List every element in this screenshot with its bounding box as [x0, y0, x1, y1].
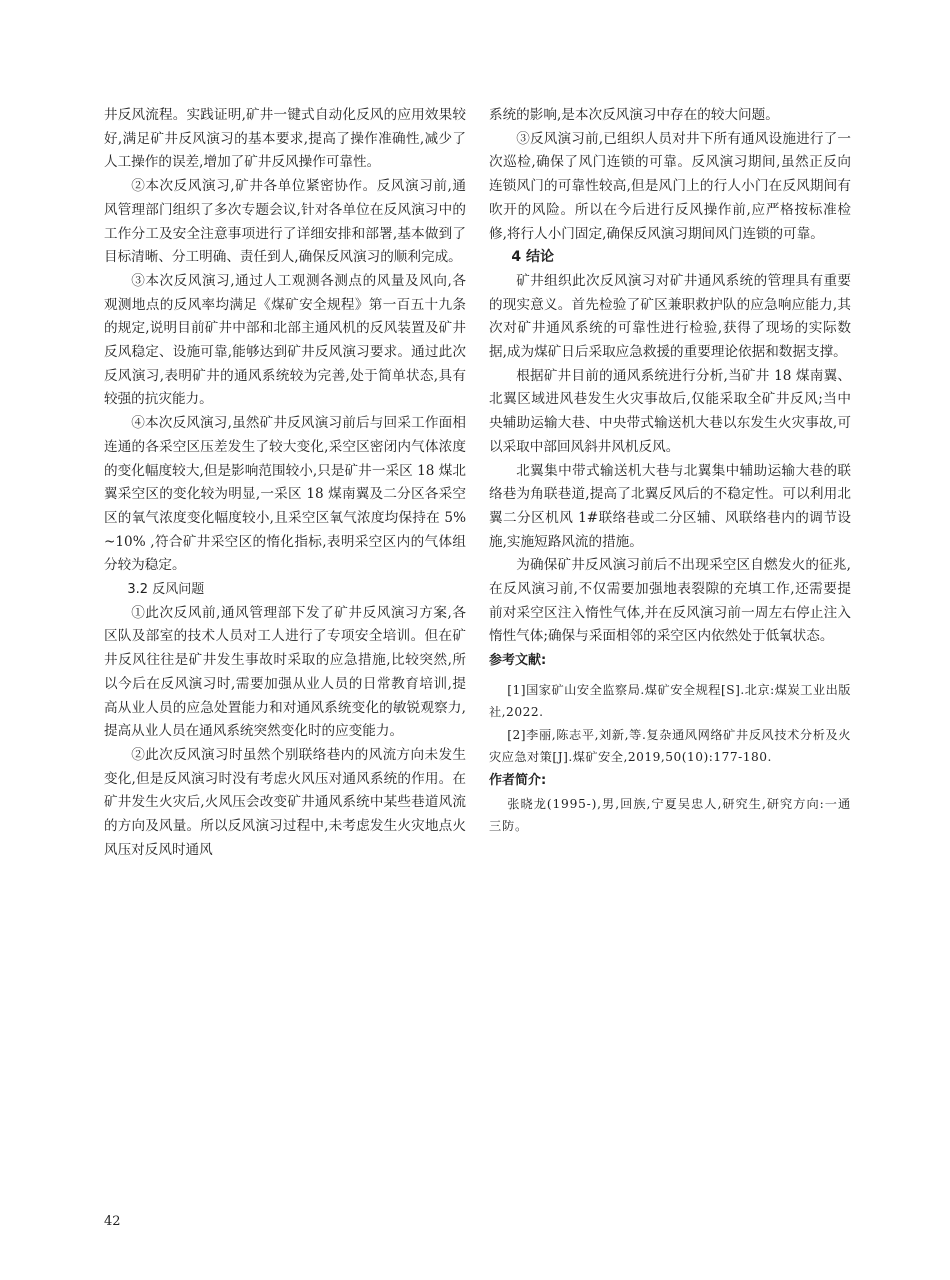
body-paragraph: 矿井组织此次反风演习对矿井通风系统的管理具有重要的现实意义。首先检验了矿区兼职救护队的应急响应能力,其次对矿井通风系统的可靠性进行检验,获得了现场的实际数据,成为煤矿日后采取应急救援的重要理论依据和数据支撑。 [489, 272, 851, 361]
references-title: 参考文献: [489, 653, 547, 669]
right-column [489, 104, 851, 838]
body-paragraph: ②本次反风演习,矿井各单位紧密协作。反风演习前,通风管理部门组织了多次专题会议,针对各单位在反风演习中的工作分工及安全注意事项进行了详细安排和部署,基本做到了目标清晰、分工明确、责任到人,确保反风演习的顺利完成。 [104, 178, 466, 266]
subsection-heading: 3.2 反风问题 [127, 582, 205, 598]
reference-list [489, 679, 851, 769]
body-paragraph: 系统的影响,是本次反风演习中存在的较大问题。 [489, 107, 779, 123]
body-paragraph: ②此次反风演习时虽然个别联络巷内的风流方向未发生变化,但是反风演习时没有考虑火风压对通风系统的作用。在矿井发生火灾后,火风压会改变矿井通风系统中某些巷道风流的方向及风量。所以反风演习过程中,未考虑发生火灾地点火风压对反风时通风 [104, 746, 466, 858]
body-paragraph: 根据矿井目前的通风系统进行分析,当矿井 18 煤南翼、北翼区域进风巷发生火灾事故后,仅能采取全矿井反风;当中央辅助运输大巷、中央带式输送机大巷以东发生火灾事故,可以采取中部回风斜井风机反风。 [489, 367, 851, 455]
page-number: 42 [104, 1214, 121, 1229]
reference-item: [1]国家矿山安全监察局.煤矿安全规程[S].北京:煤炭工业出版社,2022. [489, 682, 851, 720]
body-paragraph: 北翼集中带式输送机大巷与北翼集中辅助运输大巷的联络巷为角联巷道,提高了北翼反风后的不稳定性。可以利用北翼二分区机风 1#联络巷或二分区辅、风联络巷内的调节设施,实施短路风流的措施。 [489, 462, 851, 550]
reference-item: [2]李丽,陈志平,刘新,等.复杂通风网络矿井反风技术分析及火灾应急对策[J].煤矿安全,2019,50(10):177-180. [489, 727, 851, 765]
left-column [104, 104, 466, 863]
body-paragraph: 为确保矿井反风演习前后不出现采空区自燃发火的征兆,在反风演习前,不仅需要加强地表裂隙的充填工作,还需要提前对采空区注入惰性气体,并在反风演习前一周左右停止注入惰性气体;确保与采面相邻的采空区内依然处于低氧状态。 [489, 557, 851, 645]
author-title: 作者简介: [489, 772, 547, 788]
body-paragraph: ①此次反风前,通风管理部下发了矿井反风演习方案,各区队及部室的技术人员对工人进行了专项安全培训。但在矿井反风往往是矿井发生事故时采取的应急措施,比较突然,所以今后在反风演习时,需要加强从业人员的日常教育培训,提高从业人员的应急处置能力和对通风系统变化的敏锐观察力,提高从业人员在通风系统突然变化时的应变能力。 [104, 604, 466, 740]
body-paragraph: ③本次反风演习,通过人工观测各测点的风量及风向,各观测地点的反风率均满足《煤矿安全规程》第一百五十九条的规定,说明目前矿井中部和北部主通风机的反风装置及矿井反风稳定、设施可靠,能够达到矿井反风演习要求。通过此次反风演习,表明矿井的通风系统较为完善,处于简单状态,具有较强的抗灾能力。 [104, 272, 466, 408]
section-heading: 4 结论 [511, 249, 555, 266]
body-paragraph: 井反风流程。实践证明,矿井一键式自动化反风的应用效果较好,满足矿井反风演习的基本要求,提高了操作准确性,减少了人工操作的误差,增加了矿井反风操作可靠性。 [104, 107, 466, 171]
body-paragraph: ③反风演习前,已组织人员对井下所有通风设施进行了一次巡检,确保了风门连锁的可靠。反风演习期间,虽然正反向连锁风门的可靠性较高,但是风门上的行人小门在反风期间有吹开的风险。所以在今后进行反风操作前,应严格按标准检修,将行人小门固定,确保反风演习期间风门连锁的可靠。 [489, 130, 851, 242]
author-bio: 张晓龙(1995-),男,回族,宁夏吴忠人,研究生,研究方向:一通三防。 [489, 796, 851, 834]
body-paragraph: ④本次反风演习,虽然矿井反风演习前后与回采工作面相连通的各采空区压差发生了较大变化,采空区密闭内气体浓度的变化幅度较大,但是影响范围较小,只是矿井一采区 18 煤北翼采空区的变化较为明显,一采区 18 煤南翼及二分区各采空区的氧气浓度变化幅度较小,且采空区氧气浓度均保持在 5% ~10% ,符合矿井采空区的惰化指标,表明采空区内的气体组分较为稳定。 [104, 415, 466, 574]
